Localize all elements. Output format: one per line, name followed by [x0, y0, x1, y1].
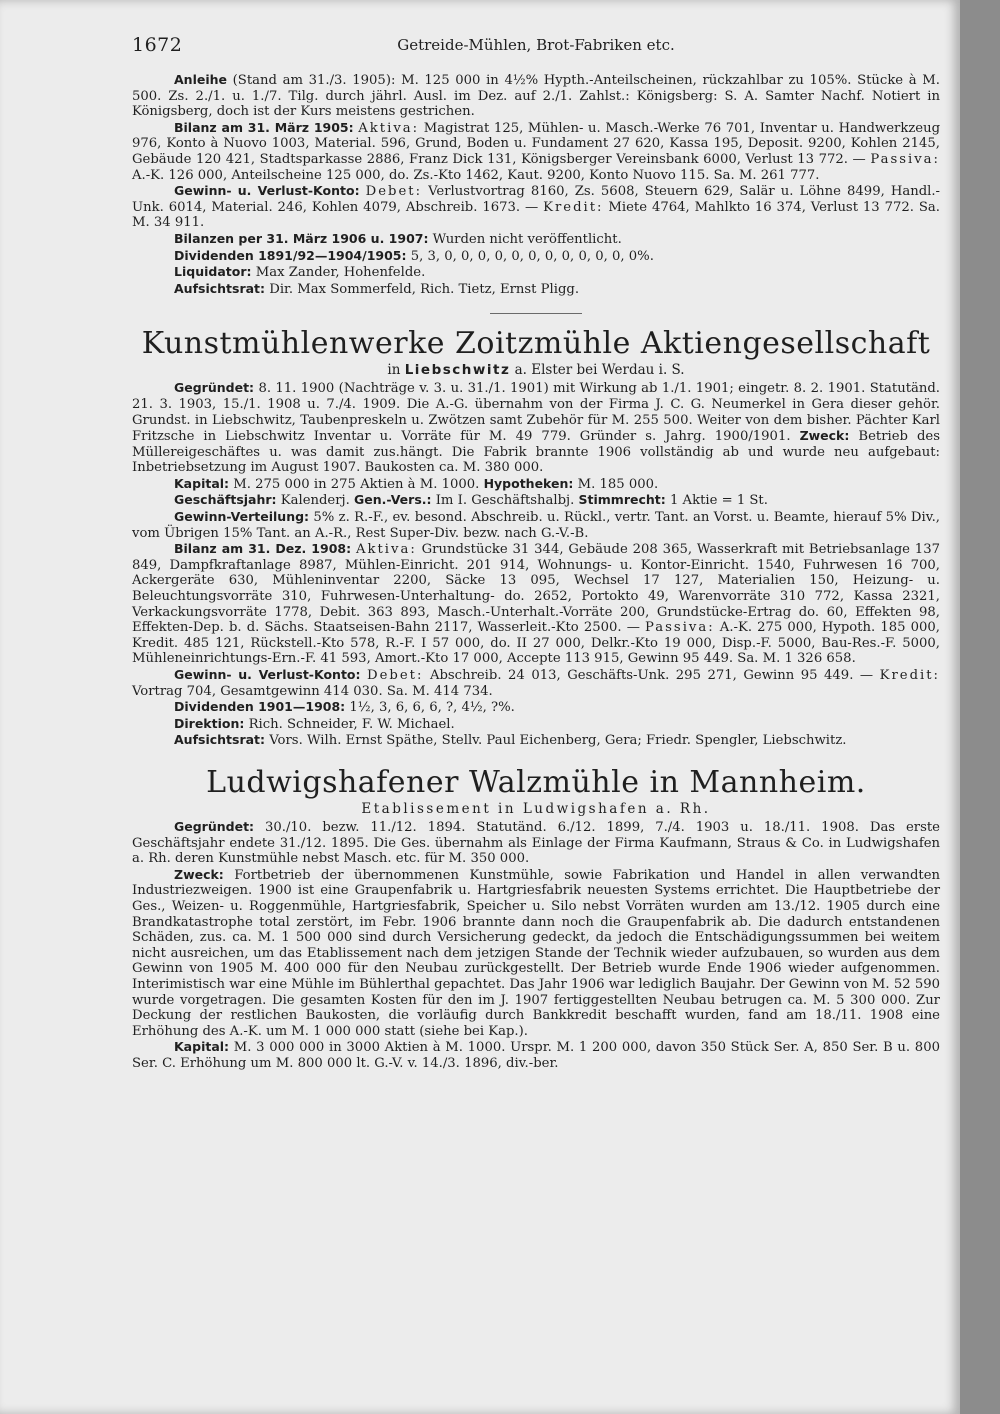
- zweck-paragraph: [132, 867, 940, 1040]
- running-title: Getreide-Mühlen, Brot-Fabriken etc.: [397, 36, 675, 54]
- page-content: [132, 72, 940, 1071]
- direktion-label: Direktion:: [174, 715, 245, 731]
- anleihe-label: Anleihe: [174, 72, 227, 87]
- company-location-walzmuehle: Etablissement in Ludwigshafen a. Rh.: [361, 800, 711, 817]
- bilanz-1905-label: Bilanz am 31. März 1905:: [174, 119, 354, 135]
- aufsichtsrat-text: Vors. Wilh. Ernst Späthe, Stellv. Paul Eichenberg, Gera; Friedr. Spengler, Liebschwitz.: [269, 733, 847, 749]
- liquidator-label: Liquidator:: [174, 264, 252, 280]
- hypotheken-text: M. 185 000.: [577, 476, 659, 492]
- stimmrecht-text: 1 Aktie = 1 St.: [669, 493, 768, 509]
- gen-vers-label: Gen.-Vers.:: [354, 492, 432, 508]
- aktiva-word: Aktiva:: [355, 542, 417, 558]
- aktiva-word: Aktiva:: [358, 120, 420, 136]
- bilanz-1908-paragraph: [132, 541, 940, 667]
- company-location-zoitzmuehle: [132, 362, 940, 379]
- zweck-label: Zweck:: [174, 866, 224, 882]
- gewinn-verteilung-paragraph: [132, 509, 940, 541]
- dividenden-text: 5, 3, 0, 0, 0, 0, 0, 0, 0, 0, 0, 0, 0, 0%.: [410, 248, 654, 264]
- kredit-word: Kredit:: [543, 199, 604, 215]
- passiva-word: Passiva:: [645, 620, 715, 636]
- gegruendet-label: Gegründet:: [174, 818, 255, 834]
- location-city: Liebschwitz: [404, 362, 511, 379]
- aktiva-text: Grundstücke 31 344, Gebäude 208 365, Wasserkraft mit Betriebsanlage 137 849, Dampfkraftanlage 8987, Mühlen-Einricht. 201 914, Wohnungs- u. Kontor-Einricht. 1540, Fuhrwesen 16 700, Ackergeräte 630, Mühleninventar 2200, Säcke 13 095, Wechsel 17 127, Materialien 150, Heizung- u. Beleuchtungsvorräte 310, Fuhrwesen-Unterhaltung- do. 2652, Portokto 49, Warenvorräte 310 772, Kassa 2321, Verkackungsvorräte 1778, Debit. 363 893, Masch.-Unterhalt.-Vorräte 200, Grundstücke-Ertrag do. 60, Effekten 98, Effekten-Dep. b. d. Sächs. Staatseisen-Bahn 2117, Wasserleit.-Kto 2500. —: [132, 542, 940, 636]
- kredit-text: Miete 4764, Mahlkto 16 374, Verlust 13 772. Sa. M. 34 911.: [132, 199, 940, 231]
- kapital-text: M. 275 000 in 275 Aktien à M. 1000.: [233, 476, 480, 492]
- dividenden-label: Dividenden 1891/92—1904/1905:: [174, 247, 407, 263]
- zweck-label: Zweck:: [799, 428, 850, 444]
- kapital-paragraph: [132, 476, 940, 493]
- bilanz-1908-label: Bilanz am 31. Dez. 1908:: [174, 541, 352, 557]
- gegruendet-label: Gegründet:: [174, 380, 255, 396]
- bilanzen-label: Bilanzen per 31. März 1906 u. 1907:: [174, 230, 429, 246]
- kapital-label: Kapital:: [174, 1039, 230, 1055]
- debet-word: Debet:: [367, 668, 424, 683]
- zweck-text: Fortbetrieb der übernommenen Kunstmühle, sowie Fabrikation und Handel in allen verwandten Industriezweigen. 1900 ist eine Graupenfabrik u. Hartgriesfabrik neuesten Systems errichtet. Die Hauptbetriebe der Ges., Weizen- u. Roggenmühle, Hartgriesfabrik, Speicher u. Silo nebst Vorräten wurden am 13./12. 1905 durch eine Brandkatastrophe total zerstört, im Febr. 1906 brannte dann noch die Graupenfabrik ab. Die dadurch entstandenen Schäden, zus. ca. M. 1 500 000 sind durch Versicherung gedeckt, da jedoch die Entschädigungssummen bei weitem nicht ausreichen, um das Etablissement nach dem jetzigen Stande der Technik wieder aufzubauen, so wurden aus dem Gewinn von 1905 M. 400 000 für den Neubau zurückgestellt. Der Betrieb wurde Ende 1906 wieder aufgenommen. Interimistisch war eine Mühle im Bühlerthal gepachtet. Das Jahr 1906 war lediglich Baujahr. Der Gewinn von M. 52 590 wurde vorgetragen. Die gesamten Kosten für den im J. 1907 fertiggestellten Neubau betrugen ca. M. 5 300 000. Zur Deckung der restlichen Baukosten, die vorläufig durch Bankkredit beschafft wurden, fand am 18./11. 1908 eine Erhöhung des A.-K. um M. 1 000 000 statt (siehe bei Kap.).: [132, 867, 940, 1039]
- company-title-walzmuehle: Ludwigshafener Walzmühle in Mannheim.: [206, 764, 866, 800]
- bilanzen-paragraph: [132, 231, 940, 248]
- passiva-word: Passiva:: [870, 151, 940, 167]
- aufsichtsrat-paragraph: [132, 281, 940, 298]
- debet-text: Abschreib. 24 013, Geschäfts-Unk. 295 271, Gewinn 95 449. —: [429, 668, 874, 683]
- dividenden-paragraph: [132, 248, 940, 265]
- kredit-word: Kredit:: [879, 668, 941, 683]
- stimmrecht-label: Stimmrecht:: [578, 492, 666, 508]
- gegruendet-text: 30./10. bezw. 11./12. 1894. Statutänd. 6./12. 1899, 7./4. 1903 u. 18./11. 1908. Das erste Geschäftsjahr endete 31./12. 1895. Die Ges. übernahm als Einlage der Firma Kaufmann, Straus & Co. in Ludwigshafen a. Rh. deren Kunstmühle nebst Masch. etc. für M. 350 000.: [132, 819, 940, 867]
- liquidator-text: Max Zander, Hohenfelde.: [255, 265, 426, 281]
- gewinn-verteilung-label: Gewinn-Verteilung:: [174, 509, 310, 525]
- bilanz-1905-paragraph: [132, 120, 940, 183]
- gegruendet-paragraph: [132, 819, 940, 867]
- liquidator-paragraph: [132, 264, 940, 281]
- debet-word: Debet:: [365, 184, 423, 200]
- passiva-text: A.-K. 275 000, Hypoth. 185 000, Kredit. 485 121, Rückstell.-Kto 578, R.-F. I 57 000, do. II 27 000, Delkr.-Kto 19 000, Disp.-F. 5000, Bau-Res.-F. 5000, Mühleneinrichtungs-Ern.-F. 41 593, Amort.-Kto 17 000, Accepte 113 915, Gewinn 95 449. Sa. M. 1 326 658.: [132, 620, 940, 667]
- debet-text: Verlustvortrag 8160, Zs. 5608, Steuern 629, Salär u. Löhne 8499, Handl.-Unk. 6014, Material. 246, Kohlen 4079, Abschreib. 1673. —: [132, 184, 940, 215]
- gewinn-verteilung-text: 5% z. R.-F., ev. besond. Abschreib. u. Rückl., vertr. Tant. an Vorst. u. Beamte, hierauf 5% Div., vom Übrigen 15% Tant. an A.-R., Rest Super-Div. bezw. nach G.-V.-B.: [132, 510, 940, 541]
- gegruendet-text: 8. 11. 1900 (Nachträge v. 3. u. 31./1. 1901) mit Wirkung ab 1./1. 1901; eingetr. 8. 2. 1901. Statutänd. 21. 3. 1903, 15./1. 1908 u. 7./4. 1909. Die A.-G. übernahm von der Firma J. C. G. Neumerkel in Gera dieser gehör. Grundst. in Liebschwitz, Taubenpreskeln u. Zwötzen samt Zubehör für M. 255 500. Weiter von dem bisher. Pächter Karl Fritzsche in Liebschwitz Inventar u. Vorräte für M. 49 779. Gründer s. Jahrg. 1900/1901.: [132, 381, 940, 445]
- aufsichtsrat-paragraph: [132, 732, 940, 749]
- dividenden-paragraph: [132, 699, 940, 716]
- aktiva-text: Magistrat 125, Mühlen- u. Masch.-Werke 76 701, Inventar u. Handwerkzeug 976, Konto à Nuovo 1003, Material. 596, Grund, Boden u. Fundament 27 620, Kassa 195, Deposit. 9200, Kohlen 2145, Gebäude 120 421, Stadtsparkasse 2886, Franz Dick 131, Königsberger Vereinsbank 6000, Verlust 13 772. —: [132, 120, 941, 167]
- geschaeftsjahr-text: Kalenderj.: [280, 493, 350, 509]
- gv-konto-1908-paragraph: [132, 667, 940, 699]
- anleihe-text: (Stand am 31./3. 1905): M. 125 000 in 4½% Hypth.-Anteilscheinen, rückzahlbar zu 105%. Stücke à M. 500. Zs. 2./1. u. 1./7. Tilg. durch jährl. Ausl. im Dez. auf 2./1. Zahlst.: Königsberg: S. A. Samter Nachf. Notiert in Königsberg, doch ist der Kurs meistens gestrichen.: [132, 73, 940, 120]
- gen-vers-text: Im I. Geschäftshalbj.: [435, 493, 575, 509]
- dividenden-text: 1½, 3, 6, 6, 6, ?, 4½, ?%.: [349, 700, 515, 716]
- section-divider: [490, 313, 582, 314]
- page-header: [132, 34, 940, 58]
- gegruendet-paragraph: [132, 380, 940, 476]
- hypotheken-label: Hypotheken:: [483, 475, 574, 491]
- dividenden-label: Dividenden 1901—1908:: [174, 699, 346, 715]
- anleihe-paragraph: [132, 72, 940, 120]
- kapital-text: M. 3 000 000 in 3000 Aktien à M. 1000. Urspr. M. 1 200 000, davon 350 Stück Ser. A, 850 Ser. B u. 800 Ser. C. Erhöhung um M. 800 000 lt. G.-V. v. 14./3. 1896, div.-ber.: [132, 1040, 940, 1071]
- gv-konto-label: Gewinn- u. Verlust-Konto:: [174, 183, 360, 199]
- aufsichtsrat-label: Aufsichtsrat:: [174, 732, 266, 748]
- kredit-text: Vortrag 704, Gesamtgewinn 414 030. Sa. M. 414 734.: [132, 683, 493, 699]
- geschaeftsjahr-label: Geschäftsjahr:: [174, 492, 277, 508]
- direktion-text: Rich. Schneider, F. W. Michael.: [248, 716, 455, 732]
- aufsichtsrat-text: Dir. Max Sommerfeld, Rich. Tietz, Ernst Pligg.: [269, 281, 580, 297]
- kapital-label: Kapital:: [174, 475, 230, 491]
- aufsichtsrat-label: Aufsichtsrat:: [174, 280, 266, 296]
- kapital-paragraph: [132, 1039, 940, 1071]
- gv-konto-label: Gewinn- u. Verlust-Konto:: [174, 667, 361, 682]
- gv-konto-1905-paragraph: [132, 183, 940, 231]
- zweck-text: Betrieb des Müllereigeschäftes u. was damit zus.hängt. Die Fabrik brannte 1906 vollständig ab und wurde neu aufgebaut: Inbetriebsetzung im August 1907. Baukosten ca. M. 380 000.: [132, 429, 940, 476]
- company-title-zoitzmuehle: Kunstmühlenwerke Zoitzmühle Aktiengesellschaft: [141, 326, 931, 362]
- bilanzen-text: Wurden nicht veröffentlicht.: [432, 231, 622, 247]
- spacer: [132, 749, 940, 759]
- passiva-text: A.-K. 126 000, Anteilscheine 125 000, do. Zs.-Kto 1462, Kaut. 9200, Konto Nuovo 115. Sa. M. 261 777.: [132, 167, 820, 183]
- direktion-paragraph: [132, 716, 940, 733]
- geschaeftsjahr-paragraph: [132, 492, 940, 509]
- page-number: 1672: [132, 34, 183, 56]
- location-rest: a. Elster bei Werdau i. S.: [514, 362, 685, 379]
- location-in: in: [387, 362, 401, 379]
- scan-edge: [960, 0, 1000, 1414]
